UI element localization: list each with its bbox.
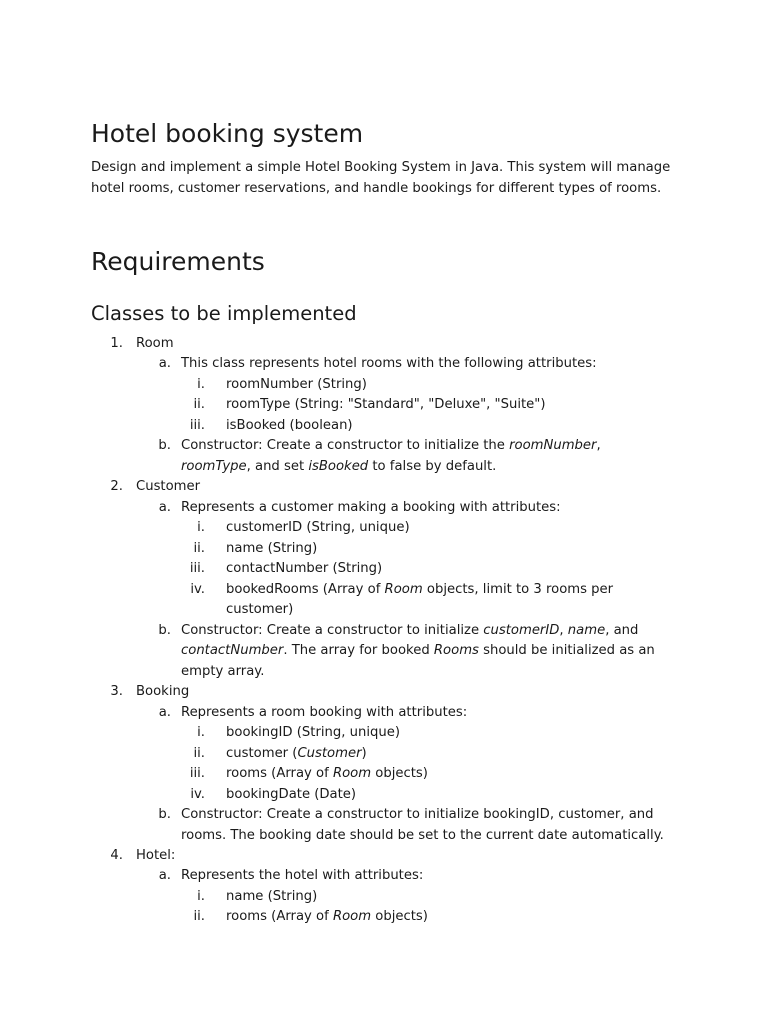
document-title: Hotel booking system xyxy=(91,119,364,148)
intro-line-2: hotel rooms, customer reservations, and handle bookings for different types of rooms. xyxy=(91,181,662,196)
customer-attr-bookedrooms-cont: customer) xyxy=(226,602,294,617)
customer-constructor-cont: contactNumber. The array for booked Rooms should be initialized as an xyxy=(181,643,655,658)
booking-constructor-cont: rooms. The booking date should be set to the current date automatically. xyxy=(181,828,664,843)
intro-paragraph xyxy=(91,157,691,199)
customer-constructor-cont-2: empty array. xyxy=(181,664,265,679)
room-constructor-cont: roomType, and set isBooked to false by default. xyxy=(181,459,497,474)
classes-heading: Classes to be implemented xyxy=(91,302,357,325)
intro-line-1: Design and implement a simple Hotel Booking System in Java. This system will manage xyxy=(91,160,671,175)
requirements-heading: Requirements xyxy=(91,247,265,276)
